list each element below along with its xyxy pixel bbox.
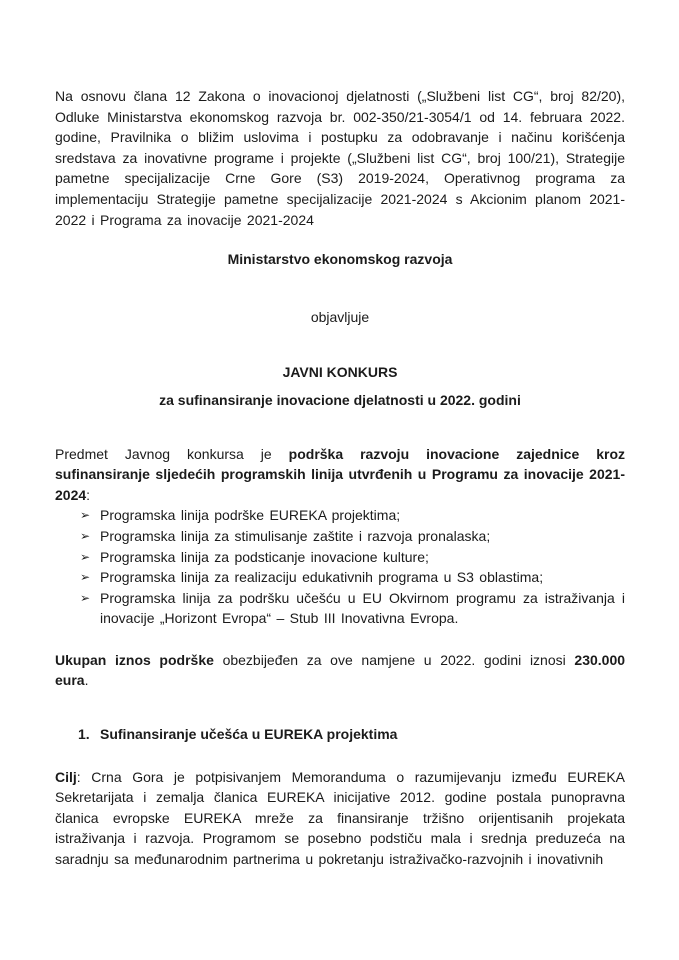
list-item — [55, 588, 625, 629]
page-title: JAVNI KONKURS — [282, 364, 398, 381]
arrow-bullet-icon: ➢ — [80, 590, 91, 605]
subject-text-suffix: : — [86, 486, 91, 503]
list-item — [55, 505, 625, 526]
list-item — [55, 526, 625, 547]
program-lines-list — [55, 505, 625, 629]
arrow-bullet-icon: ➢ — [80, 508, 91, 523]
list-item-text: Programska linija za realizaciju edukativnih programa u S3 oblastima; — [100, 569, 544, 586]
list-item-text: Programska linija za podršku učešću u EU Okvirnom programu za istraživanja i inovacije „Horizont Evropa“ – Stub III Inovativna Evropa. — [100, 589, 625, 627]
list-item — [55, 567, 625, 588]
list-item-text: Programska linija za podsticanje inovacione kulture; — [100, 548, 429, 565]
section-title: Sufinansiranje učešća u EUREKA projektima — [100, 726, 398, 743]
legal-basis-paragraph: Na osnovu člana 12 Zakona o inovacionoj djelatnosti („Službeni list CG“, broj 82/20), Odluke Ministarstva ekonomskog razvoja br. 002-350/21-3054/1 od 14. februara 2022. godine, Pravilnika o bližim uslovima i postupku za odobravanje i načinu korišćenja sredstava za inovativne programe i projekte („Službeni list CG“, broj 100/21), Strategije pametne specijalizacije Crne Gore (S3) 2019-2024, Operativnog programa za implementaciju Strategije pametne specijalizacije 2021-2024 s Akcionim planom 2021-2022 i Programa za inovacije 2021-2024 — [55, 88, 625, 228]
goal-paragraph — [55, 767, 625, 870]
total-amount-lead-bold: Ukupan iznos podrške — [55, 651, 214, 668]
subject-text-prefix: Predmet Javnog konkursa je — [55, 445, 289, 462]
announces-text: objavljuje — [310, 308, 370, 325]
arrow-bullet-icon: ➢ — [80, 528, 91, 543]
arrow-bullet-icon: ➢ — [80, 570, 91, 585]
subject-text-bold: podrška razvoju inovacione zajednice kroz sufinansiranje sljedećih programskih linija utvrđenih u Programu za inovacije 2021-2024 — [55, 445, 625, 503]
arrow-bullet-icon: ➢ — [80, 549, 91, 564]
list-item-text: Programska linija podrške EUREKA projektima; — [100, 507, 401, 524]
page-subtitle: za sufinansiranje inovacione djelatnosti u 2022. godini — [159, 391, 521, 408]
list-item — [55, 547, 625, 568]
section-number: 1. — [78, 726, 90, 743]
total-amount-value-bold: 230.000 eura — [55, 651, 626, 689]
goal-lead-bold: Cilj — [55, 768, 77, 785]
section-1-heading — [55, 724, 625, 745]
total-amount-middle: obezbijeđen za ove namjene u 2022. godini iznosi — [213, 651, 575, 668]
ministry-heading: Ministarstvo ekonomskog razvoja — [227, 251, 453, 268]
subject-paragraph — [55, 444, 625, 506]
goal-text: : Crna Gora je potpisivanjem Memoranduma o razumijevanju između EUREKA Sekretarijata i zemalja članica EUREKA inicijative 2012. godine postala punopravna članica evropske EUREKA mreže za finansiranje tržišno orijentisanih projekata istraživanja i razvoja. Programom se posebno podstiču mala i srednja preduzeća na saradnju sa međunarodnim partnerima u pokretanju istraživačko-razvojnih i inovativnih — [55, 768, 625, 868]
total-amount-paragraph — [55, 650, 625, 691]
list-item-text: Programska linija za stimulisanje zaštite i razvoja pronalaska; — [100, 527, 491, 544]
total-amount-tail: . — [84, 672, 89, 689]
